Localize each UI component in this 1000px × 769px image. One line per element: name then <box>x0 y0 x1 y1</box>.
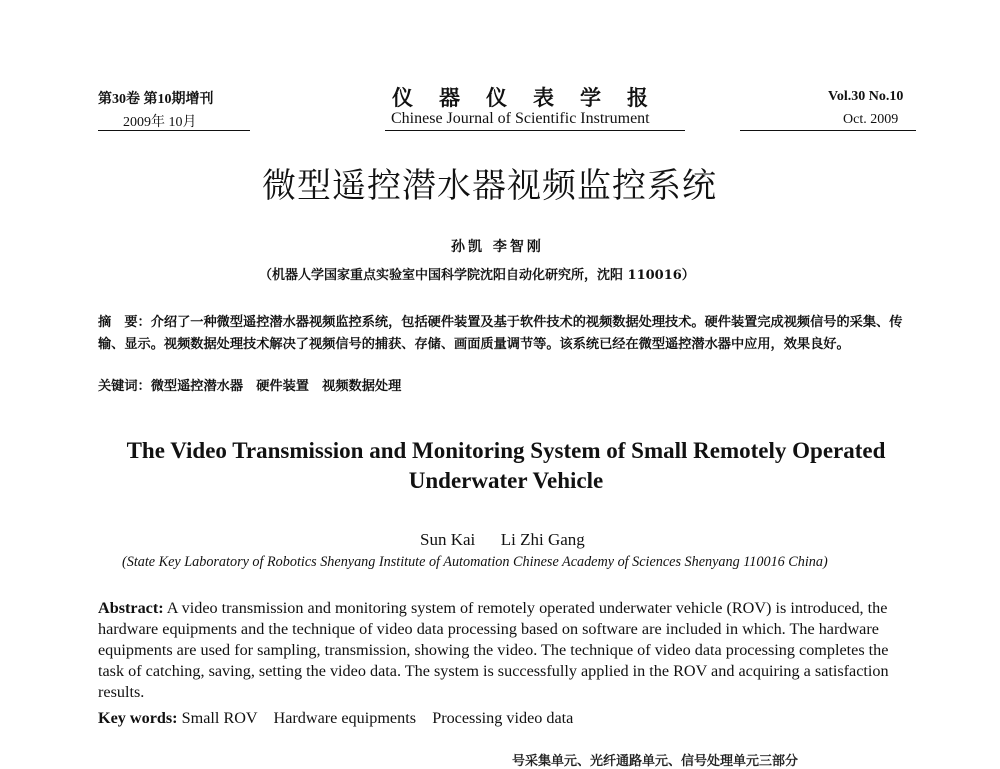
header-rule-right <box>740 130 916 131</box>
authors-cn: 孙凯 李智刚 <box>451 239 544 255</box>
header-rule-left <box>98 130 250 131</box>
body-text-fragment: 号采集单元、光纤通路单元、信号处理单元三部分 <box>512 754 799 769</box>
keywords-cn <box>98 376 918 398</box>
paper-title-en-line1: The Video Transmission and Monitoring System of Small Remotely Operated <box>126 438 886 463</box>
publication-date-en: Oct. 2009 <box>843 112 899 127</box>
authors-en: Sun Kai Li Zhi Gang <box>420 530 585 549</box>
volume-issue: 第30卷 第10期增刊 <box>98 92 214 107</box>
journal-title-en: Chinese Journal of Scientific Instrument <box>391 110 650 127</box>
volume-number-en: Vol.30 No.10 <box>828 89 904 104</box>
abstract-en <box>98 598 918 703</box>
abstract-cn <box>98 312 918 356</box>
affiliation-en: (State Key Laboratory of Robotics Shenyang Institute of Automation Chinese Academy of Sciences Shenyang 110016 China) <box>122 554 828 570</box>
abstract-en-label: Abstract: <box>98 599 164 617</box>
keywords-en <box>98 708 918 729</box>
paper-title-cn: 微型遥控潜水器视频监控系统 <box>262 166 717 206</box>
abstract-en-text: A video transmission and monitoring system of remotely operated underwater vehicle (ROV) is introduced, the hardware equipments and the technique of video data processing based on software are included in which. The hardware equipments are used for sampling, transmission, showing the video. The technique of video data processing completes the task of catching, saving, setting the video data. The system is successfully applied in the ROV and acquiring a satisfaction results. <box>98 599 889 701</box>
keywords-en-label: Key words: <box>98 709 178 727</box>
abstract-cn-text: 介绍了一种微型遥控潜水器视频监控系统，包括硬件装置及基于软件技术的视频数据处理技术。硬件装置完成视频信号的采集、传输、显示。视频数据处理技术解决了视频信号的捕获、存储、画面质量调节等。该系统已经在微型遥控潜水器中应用，效果良好。 <box>98 315 903 352</box>
paper-title-en-line2: Underwater Vehicle <box>408 468 604 493</box>
header-rule-center <box>385 130 685 131</box>
keywords-cn-text: 微型遥控潜水器 硬件装置 视频数据处理 <box>150 379 402 394</box>
abstract-cn-label: 摘 要： <box>98 315 151 330</box>
keywords-cn-label: 关键词： <box>98 379 151 394</box>
affiliation-cn: （机器人学国家重点实验室中国科学院沈阳自动化研究所，沈阳 110016） <box>259 268 695 283</box>
journal-title-cn: 仪器仪表学报 <box>392 86 674 110</box>
keywords-en-text: Small ROV Hardware equipments Processing video data <box>181 709 574 727</box>
paper-title-en <box>6 436 1000 496</box>
publication-date-cn: 2009年 10月 <box>123 115 197 130</box>
